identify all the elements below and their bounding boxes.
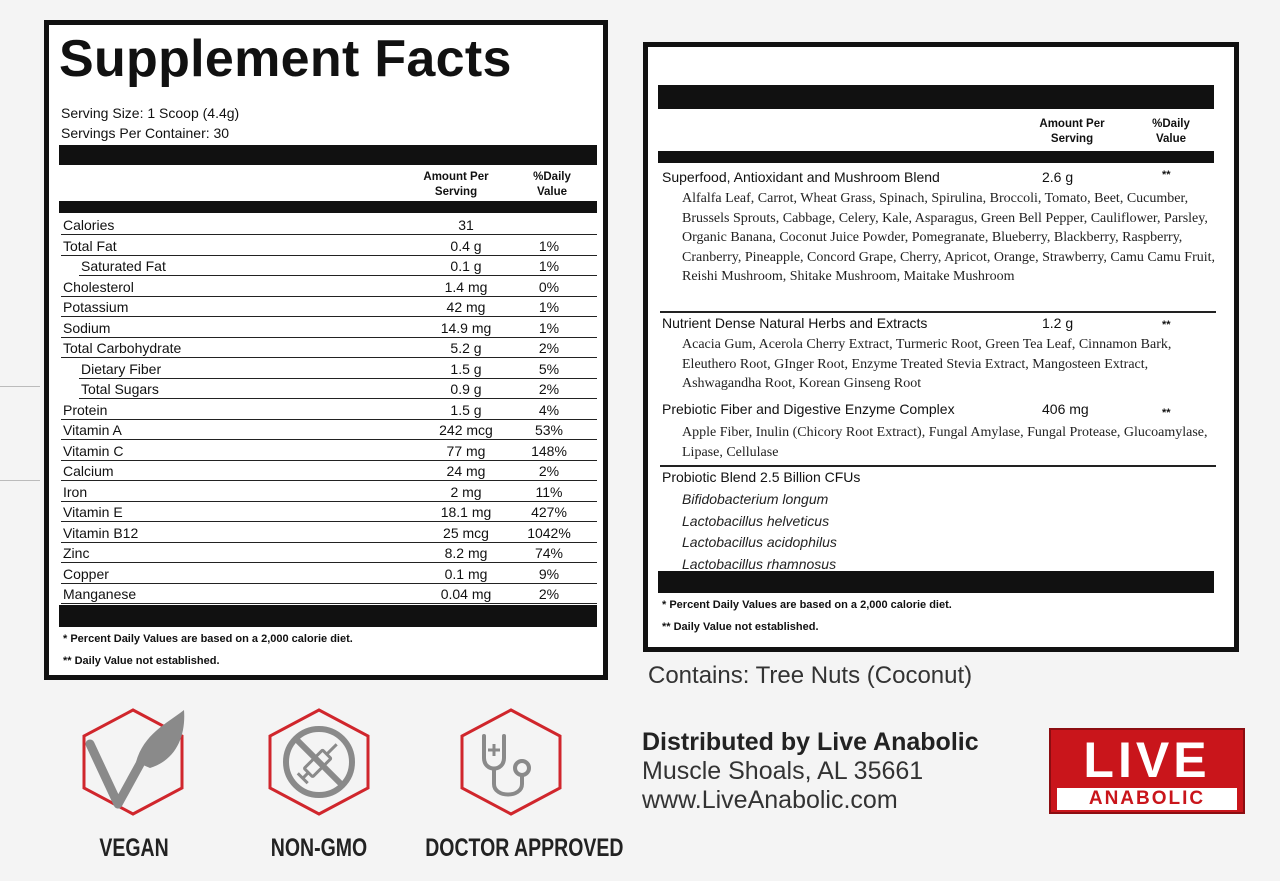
footnote-not-established: ** Daily Value not established. bbox=[63, 655, 220, 667]
footnote-daily-values: * Percent Daily Values are based on a 2,000 calorie diet. bbox=[63, 633, 353, 645]
nutrient-amount: 77 mg bbox=[446, 442, 486, 459]
blend-dv: ** bbox=[1162, 169, 1171, 181]
logo-top-text: LIVE bbox=[1083, 732, 1211, 788]
blend-facts-panel bbox=[643, 42, 1239, 652]
nutrient-daily-value: 53% bbox=[534, 422, 564, 438]
nutrient-amount: 242 mcg bbox=[439, 422, 493, 438]
supplement-facts-title: Supplement Facts bbox=[59, 30, 512, 88]
nutrient-name: Saturated Fat bbox=[81, 258, 166, 274]
doctor-approved-label: DOCTOR APPROVED bbox=[425, 834, 624, 862]
thick-divider bbox=[658, 151, 1214, 163]
nutrient-amount: 1.5 g bbox=[450, 401, 482, 418]
vegan-leaf-icon bbox=[78, 706, 188, 818]
nutrient-daily-value: 2% bbox=[538, 463, 560, 479]
non-gmo-label: NON-GMO bbox=[270, 834, 368, 862]
servings-per-container: Servings Per Container: 30 bbox=[61, 125, 230, 141]
allergen-statement: Contains: Tree Nuts (Coconut) bbox=[648, 662, 973, 689]
logo-bottom-text: ANABOLIC bbox=[1057, 788, 1237, 810]
nutrient-row bbox=[61, 441, 597, 461]
thick-divider bbox=[658, 85, 1214, 109]
herbs-blend bbox=[662, 315, 1222, 394]
divider bbox=[660, 311, 1216, 313]
nutrient-name: Vitamin A bbox=[63, 422, 122, 438]
nutrient-name: Total Carbohydrate bbox=[63, 340, 182, 356]
nutrient-name: Zinc bbox=[63, 545, 90, 561]
distributor-info bbox=[642, 728, 979, 815]
nutrient-amount: 1.5 g bbox=[450, 360, 482, 377]
nutrient-amount: 2 mg bbox=[450, 483, 482, 500]
nutrient-daily-value: 0% bbox=[538, 278, 560, 295]
nutrient-daily-value: 1% bbox=[538, 237, 560, 254]
nutrient-amount: 0.1 mg bbox=[444, 565, 488, 582]
nutrient-amount: 0.04 mg bbox=[440, 586, 492, 602]
nutrient-amount: 1.4 mg bbox=[444, 278, 488, 295]
nutrient-row bbox=[61, 215, 597, 235]
probiotic-blend bbox=[662, 469, 1222, 575]
blend-ingredients: Acacia Gum, Acerola Cherry Extract, Turmeric Root, Green Tea Leaf, Cinnamon Bark, Eleuthero Root, GInger Root, Enzyme Treated Stevia Extract, Mangosteen Extract, Ashwagandha Root, Korean Ginseng Root bbox=[682, 337, 1172, 391]
thick-divider bbox=[658, 571, 1214, 593]
nutrient-name: Protein bbox=[63, 401, 108, 418]
blend-dv: ** bbox=[1162, 319, 1171, 331]
probiotic-strain: Lactobacillus acidophilus bbox=[682, 534, 837, 550]
nutrient-daily-value: 1% bbox=[538, 299, 560, 315]
nutrient-row bbox=[61, 236, 597, 256]
nutrient-daily-value: 2% bbox=[538, 340, 560, 356]
nutrient-row bbox=[61, 400, 597, 420]
blend-name: Superfood, Antioxidant and Mushroom Blend bbox=[662, 169, 940, 185]
nutrient-daily-value: 9% bbox=[538, 565, 560, 582]
nutrient-row bbox=[61, 584, 597, 604]
daily-value-header: %Daily Value bbox=[533, 171, 571, 198]
nutrient-name: Total Sugars bbox=[81, 381, 159, 397]
nutrient-amount: 5.2 g bbox=[450, 340, 482, 356]
prebiotic-blend bbox=[662, 401, 1222, 462]
nutrient-amount: 14.9 mg bbox=[440, 319, 492, 336]
blend-ingredients: Apple Fiber, Inulin (Chicory Root Extract), Fungal Amylase, Fungal Protease, Glucoamylase, Lipase, Cellulase bbox=[682, 425, 1208, 460]
amount-per-serving-header: Amount Per Serving bbox=[1039, 118, 1105, 145]
nutrient-daily-value: 2% bbox=[538, 381, 560, 397]
distributor-name: Distributed by Live Anabolic bbox=[642, 728, 979, 756]
nutrient-row bbox=[79, 379, 597, 399]
probiotic-strain: Bifidobacterium longum bbox=[682, 491, 829, 507]
nutrient-name: Total Fat bbox=[63, 237, 117, 254]
blend-name: Probiotic Blend 2.5 Billion CFUs bbox=[662, 469, 861, 485]
doctor-approved-badge bbox=[456, 706, 566, 818]
blend-amount: 1.2 g bbox=[1042, 315, 1074, 331]
nutrient-amount: 24 mg bbox=[446, 463, 486, 479]
nutrient-daily-value: 11% bbox=[535, 483, 563, 500]
nutrient-row bbox=[79, 359, 597, 379]
nutrient-daily-value: 5% bbox=[538, 360, 560, 377]
blend-amount: 406 mg bbox=[1042, 401, 1089, 417]
nutrient-row bbox=[61, 564, 597, 584]
superfood-blend bbox=[662, 169, 1222, 287]
nutrient-row bbox=[61, 338, 597, 358]
nutrient-daily-value: 2% bbox=[538, 586, 560, 602]
nutrient-name: Calories bbox=[63, 217, 115, 233]
blend-name: Prebiotic Fiber and Digestive Enzyme Complex bbox=[662, 401, 955, 417]
blend-ingredients: Alfalfa Leaf, Carrot, Wheat Grass, Spinach, Spirulina, Broccoli, Tomato, Beet, Cucumber, Brussels Sprouts, Cabbage, Celery, Kale, Asparagus, Green Bell Pepper, Cauliflower, Parsley, Organic Banana, Coconut Juice Powder, Pomegranate, Blueberry, Blackberry, Raspberry, Cranberry, Pineapple, Concord Grape, Cherry, Apricot, Orange, Strawberry, Camu Camu Fruit, Reishi Mushroom, Shitake Mushroom, Maitake Mushroom bbox=[682, 191, 1216, 284]
footnote-daily-values: * Percent Daily Values are based on a 2,000 calorie diet. bbox=[662, 599, 952, 611]
nutrient-name: Copper bbox=[63, 565, 109, 582]
serving-size: Serving Size: 1 Scoop (4.4g) bbox=[61, 105, 240, 121]
nutrient-name: Vitamin E bbox=[63, 504, 123, 520]
distributor-website: www.LiveAnabolic.com bbox=[642, 786, 898, 814]
probiotic-strain: Lactobacillus rhamnosus bbox=[682, 555, 837, 572]
nutrient-amount: 25 mcg bbox=[443, 524, 489, 541]
nutrient-name: Dietary Fiber bbox=[81, 360, 162, 377]
nutrient-daily-value: 4% bbox=[538, 401, 560, 418]
supplement-facts-panel bbox=[44, 20, 608, 680]
amount-per-serving-header: Amount Per Serving bbox=[423, 171, 489, 198]
nutrient-row bbox=[79, 256, 597, 276]
nutrient-name: Sodium bbox=[63, 319, 111, 336]
vegan-badge bbox=[78, 706, 188, 818]
probiotic-strain: Lactobacillus helveticus bbox=[682, 512, 830, 529]
nutrient-amount: 42 mg bbox=[446, 299, 486, 315]
nutrient-amount: 0.9 g bbox=[450, 381, 482, 397]
nutrient-row bbox=[61, 318, 597, 338]
nutrient-amount: 18.1 mg bbox=[440, 504, 492, 520]
non-gmo-badge bbox=[264, 706, 374, 818]
nutrient-daily-value: 1042% bbox=[527, 524, 571, 541]
nutrient-daily-value: 427% bbox=[531, 504, 567, 520]
divider bbox=[660, 465, 1216, 467]
nutrient-amount: 0.1 g bbox=[450, 258, 482, 274]
nutrient-amount: 31 bbox=[458, 217, 474, 233]
nutrient-name: Manganese bbox=[63, 586, 137, 602]
probiotic-strains-list bbox=[662, 489, 1222, 575]
nutrient-row bbox=[61, 277, 597, 297]
nutrient-row bbox=[61, 297, 597, 317]
thick-divider bbox=[59, 605, 597, 627]
decorative-line bbox=[0, 386, 40, 387]
nutrient-row bbox=[61, 482, 597, 502]
nutrient-amount: 8.2 mg bbox=[444, 545, 488, 561]
live-anabolic-logo bbox=[1049, 728, 1245, 814]
nutrient-amount: 0.4 g bbox=[450, 237, 482, 254]
nutrient-row bbox=[61, 502, 597, 522]
nutrient-name: Vitamin B12 bbox=[63, 524, 139, 541]
nutrient-daily-value: 1% bbox=[538, 319, 560, 336]
nutrient-name: Iron bbox=[63, 483, 88, 500]
blend-amount: 2.6 g bbox=[1042, 169, 1074, 185]
nutrient-row bbox=[61, 543, 597, 563]
blend-dv: ** bbox=[1162, 407, 1171, 419]
stethoscope-icon bbox=[456, 706, 566, 818]
vegan-label: VEGAN bbox=[99, 834, 169, 862]
nutrient-row bbox=[61, 461, 597, 481]
decorative-line bbox=[0, 480, 40, 481]
nutrient-name: Vitamin C bbox=[63, 442, 124, 459]
nutrient-daily-value: 148% bbox=[531, 442, 567, 459]
nutrient-name: Potassium bbox=[63, 299, 129, 315]
nutrient-name: Cholesterol bbox=[63, 278, 134, 295]
nutrient-daily-value: 1% bbox=[538, 258, 560, 274]
no-gmo-syringe-icon bbox=[264, 706, 374, 818]
footnote-not-established: ** Daily Value not established. bbox=[662, 621, 819, 633]
nutrient-daily-value: 74% bbox=[534, 545, 564, 561]
nutrient-name: Calcium bbox=[63, 463, 114, 479]
thick-divider bbox=[59, 201, 597, 213]
blend-name: Nutrient Dense Natural Herbs and Extracts bbox=[662, 315, 928, 331]
distributor-address: Muscle Shoals, AL 35661 bbox=[642, 757, 924, 785]
daily-value-header: %Daily Value bbox=[1152, 118, 1190, 145]
thick-divider bbox=[59, 145, 597, 165]
nutrient-row bbox=[61, 420, 597, 440]
nutrient-row bbox=[61, 523, 597, 543]
